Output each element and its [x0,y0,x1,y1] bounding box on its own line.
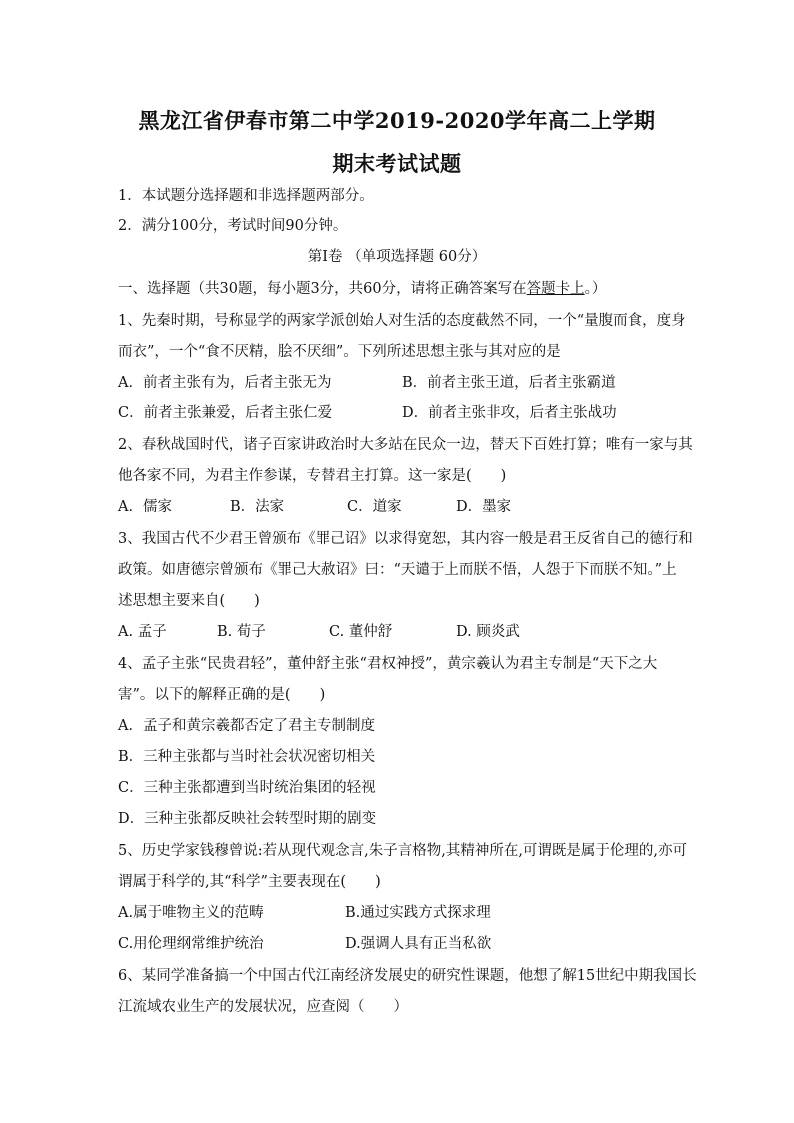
q4-option-a: A．孟子和黄宗羲都否定了君主专制制度 [118,718,375,734]
q3-option-c: C. 董仲舒 [329,624,393,640]
q1-option-a: A．前者主张有为，后者主张无为 [118,375,332,391]
q1-stem-line2: 而衣”，一个“食不厌精，脍不厌细”。下列所述思想主张与其对应的是 [118,344,561,360]
q3-option-a: A. 孟子 [118,624,167,640]
q3-option-d: D. 顾炎武 [456,624,520,640]
exam-title-line2: 期末考试试题 [332,151,462,176]
instruction-2: 2．满分100分，考试时间90分钟。 [118,218,348,234]
q5-option-c: C.用伦理纲常维护统治 [118,936,264,952]
q3-option-b: B. 荀子 [217,624,266,640]
part-intro [118,279,678,299]
q2-option-b: B．法家 [230,499,285,515]
q3-stem-line3: 述思想主要来自( ) [118,593,260,609]
q4-option-d: D．三种主张都反映社会转型时期的剧变 [118,811,377,827]
q4-stem-line1: 4、孟子主张“民贵君轻”，董仲舒主张“君权神授”，黄宗羲认为君主专制是“天下之大 [118,656,658,672]
section-header: 第Ⅰ卷 （单项选择题 60分） [307,249,487,265]
q4-stem-line2: 害”。以下的解释正确的是( ) [118,687,326,703]
q5-option-a: A.属于唯物主义的范畴 [118,905,264,921]
answer-sheet-underlined: 答题卡上 [526,281,585,297]
q5-option-b: B.通过实践方式探求理 [345,905,491,921]
q2-option-d: D．墨家 [456,499,512,515]
q1-option-c: C．前者主张兼爱，后者主张仁爱 [118,405,333,421]
q1-stem-line1: 1、先秦时期，号称显学的两家学派创始人对生活的态度截然不同，一个“量腹而食，度身 [118,313,686,329]
part-intro-end: 。） [584,281,607,297]
q6-stem-line1: 6、某同学准备搞一个中国古代江南经济发展史的研究性课题，他想了解15世纪中期我国长 [118,968,697,984]
q1-option-d: D．前者主张非攻，后者主张战功 [402,405,617,421]
q5-stem-line2: 谓属于科学的,其“科学”主要表现在( ) [118,874,381,890]
q4-option-b: B．三种主张都与当时社会状况密切相关 [118,749,376,765]
q3-stem-line2: 政策。如唐德宗曾颁布《罪己大赦诏》曰：“天谴于上而朕不悟，人怨于下而朕不知。”上 [118,562,677,578]
exam-title-line1: 黑龙江省伊春市第二中学2019-2020学年高二上学期 [138,108,656,133]
q2-option-a: A．儒家 [118,499,172,515]
q2-option-c: C．道家 [347,499,402,515]
q5-option-d: D.强调人具有正当私欲 [345,936,492,952]
instruction-1: 1．本试题分选择题和非选择题两部分。 [118,188,374,204]
q2-stem-line1: 2、春秋战国时代，诸子百家讲政治时大多站在民众一边，替天下百姓打算；唯有一家与其 [118,437,693,453]
q5-stem-line1: 5、历史学家钱穆曾说:若从现代观念言,朱子言格物,其精神所在,可谓既是属于伦理的,亦可 [118,843,688,859]
q2-stem-line2: 他各家不同，为君主作参谋，专替君主打算。这一家是( ) [118,468,507,484]
q4-option-c: C．三种主张都遭到当时统治集团的轻视 [118,780,376,796]
part-intro-text: 一、选择题（共30题，每小题3分，共60分，请将正确答案写在 [118,281,527,297]
q1-option-b: B．前者主张王道，后者主张霸道 [402,375,616,391]
q3-stem-line1: 3、我国古代不少君王曾颁布《罪己诏》以求得宽恕，其内容一般是君王反省自己的德行和 [118,531,693,547]
q6-stem-line2: 江流域农业生产的发展状况，应查阅（ ） [118,999,408,1015]
